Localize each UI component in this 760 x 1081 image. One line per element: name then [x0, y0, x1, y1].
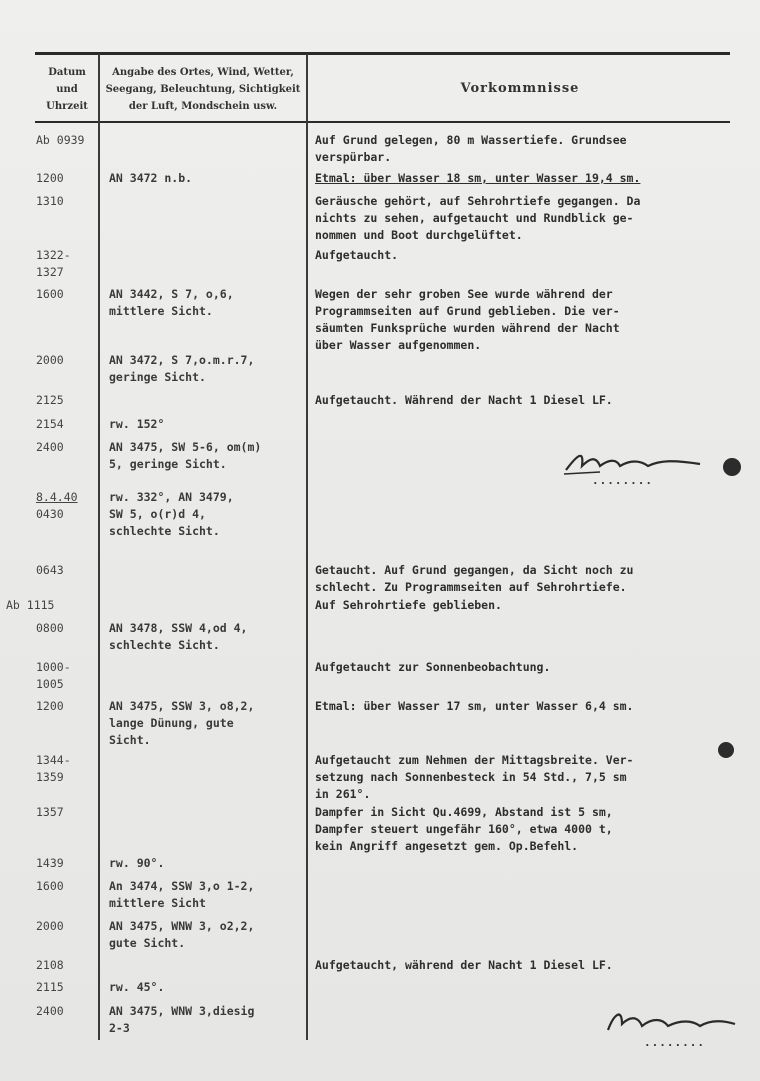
entry-time: 1200	[36, 171, 64, 185]
signature	[600, 1002, 740, 1038]
entry-event: über Wasser aufgenommen.	[315, 338, 482, 352]
header-col2-line-2: Seegang, Beleuchtung, Sichtigkeit	[105, 84, 301, 95]
table-top-rule	[35, 52, 730, 55]
entry-location: 2-3	[109, 1021, 130, 1035]
entry-event: Geräusche gehört, auf Sehrohrtiefe gegangen. Da	[315, 194, 641, 208]
entry-location: AN 3475, WNW 3,diesig	[109, 1004, 255, 1018]
entry-time: 2000	[36, 919, 64, 933]
entry-event: setzung nach Sonnenbesteck in 54 Std., 7,5 sm	[315, 770, 627, 784]
entry-event: Dampfer steuert ungefähr 160°, etwa 4000 t,	[315, 822, 613, 836]
entry-event: Auf Sehrohrtiefe geblieben.	[315, 598, 502, 612]
entry-event: Etmal: über Wasser 17 sm, unter Wasser 6,4 sm.	[315, 699, 634, 713]
entry-time: 1344-	[36, 753, 71, 767]
entry-event: Getaucht. Auf Grund gegangen, da Sicht noch zu	[315, 563, 634, 577]
signature-dots: ........	[592, 474, 653, 487]
entry-event: Dampfer in Sicht Qu.4699, Abstand ist 5 sm,	[315, 805, 613, 819]
entry-event: kein Angriff angesetzt gem. Op.Befehl.	[315, 839, 579, 853]
entry-time: 8.4.40	[36, 490, 78, 504]
header-col2-line-1: Angabe des Ortes, Wind, Wetter,	[112, 67, 294, 78]
entry-time: 1600	[36, 879, 64, 893]
entry-event: Etmal: über Wasser 18 sm, unter Wasser 19,4 sm.	[315, 171, 641, 185]
entry-location: Sicht.	[109, 733, 151, 747]
entry-location: AN 3472, S 7,o.m.r.7,	[109, 353, 255, 367]
entry-event: Aufgetaucht.	[315, 248, 399, 262]
entry-event: schlecht. Zu Programmseiten auf Sehrohrtiefe.	[315, 580, 627, 594]
entry-time: 1200	[36, 699, 64, 713]
entry-time: 1322-	[36, 248, 71, 262]
header-bottom-rule	[35, 121, 730, 123]
entry-time: Ab 1115	[6, 598, 55, 612]
entry-location: gute Sicht.	[109, 936, 186, 950]
entry-location: mittlere Sicht.	[109, 304, 213, 318]
ink-blot	[723, 458, 741, 476]
header-date-line: Datum	[48, 67, 86, 78]
entry-location: rw. 45°.	[109, 980, 165, 994]
entry-time: 1439	[36, 856, 64, 870]
entry-location: AN 3475, SSW 3, o8,2,	[109, 699, 255, 713]
entry-time: 2400	[36, 1004, 64, 1018]
entry-time: 1359	[36, 770, 64, 784]
entry-location: lange Dünung, gute	[109, 716, 234, 730]
entry-time: 2108	[36, 958, 64, 972]
entry-location: AN 3478, SSW 4,od 4,	[109, 621, 248, 635]
entry-event: in 261°.	[315, 787, 371, 801]
entry-time: 2115	[36, 980, 64, 994]
entry-time: 2400	[36, 440, 64, 454]
entry-location: mittlere Sicht	[109, 896, 206, 910]
entry-location: 5, geringe Sicht.	[109, 457, 227, 471]
entry-time: 0430	[36, 507, 64, 521]
entry-time: 1600	[36, 287, 64, 301]
header-date-time	[36, 64, 98, 115]
entry-event: nichts zu sehen, aufgetaucht und Rundblick ge-	[315, 211, 634, 225]
header-location-weather	[102, 64, 304, 115]
entry-location: AN 3472 n.b.	[109, 171, 193, 185]
entry-time: 1310	[36, 194, 64, 208]
entry-time: 1327	[36, 265, 64, 279]
entry-time: Ab 0939	[36, 133, 85, 147]
header-events: Vorkommnisse	[460, 81, 580, 96]
entry-time: 2000	[36, 353, 64, 367]
column-divider-1	[98, 54, 100, 1040]
entry-location: geringe Sicht.	[109, 370, 206, 384]
ink-blot	[718, 742, 734, 758]
entry-time: 1357	[36, 805, 64, 819]
entry-event: Aufgetaucht zum Nehmen der Mittagsbreite. Ver-	[315, 753, 634, 767]
entry-location: AN 3475, SW 5-6, om(m)	[109, 440, 262, 454]
entry-event: Wegen der sehr groben See wurde während der	[315, 287, 613, 301]
entry-time: 2125	[36, 393, 64, 407]
entry-location: schlechte Sicht.	[109, 638, 220, 652]
entry-location: rw. 90°.	[109, 856, 165, 870]
entry-time: 1005	[36, 677, 64, 691]
entry-event: verspürbar.	[315, 150, 392, 164]
entry-location: schlechte Sicht.	[109, 524, 220, 538]
column-divider-2	[306, 54, 308, 1040]
signature-dots: ........	[644, 1036, 705, 1049]
entry-time: 0800	[36, 621, 64, 635]
entry-location: AN 3442, S 7, o,6,	[109, 287, 234, 301]
entry-location: rw. 152°	[109, 417, 165, 431]
header-col2-line-3: der Luft, Mondschein usw.	[128, 101, 278, 112]
entry-event: Aufgetaucht. Während der Nacht 1 Diesel LF.	[315, 393, 613, 407]
entry-event: nommen und Boot durchgelüftet.	[315, 228, 523, 242]
entry-event: säumten Funksprüche wurden während der Nacht	[315, 321, 620, 335]
entry-location: AN 3475, WNW 3, o2,2,	[109, 919, 255, 933]
header-and-line: und	[56, 84, 78, 95]
entry-event: Aufgetaucht zur Sonnenbeobachtung.	[315, 660, 551, 674]
entry-event: Programmseiten auf Grund geblieben. Die ver-	[315, 304, 620, 318]
entry-time: 0643	[36, 563, 64, 577]
entry-location: An 3474, SSW 3,o 1-2,	[109, 879, 255, 893]
entry-time: 1000-	[36, 660, 71, 674]
entry-location: rw. 332°, AN 3479,	[109, 490, 234, 504]
entry-location: SW 5, o(r)d 4,	[109, 507, 206, 521]
entry-event: Aufgetaucht, während der Nacht 1 Diesel LF.	[315, 958, 613, 972]
entry-event: Auf Grund gelegen, 80 m Wassertiefe. Grundsee	[315, 133, 627, 147]
header-time-line: Uhrzeit	[46, 101, 88, 112]
entry-time: 2154	[36, 417, 64, 431]
